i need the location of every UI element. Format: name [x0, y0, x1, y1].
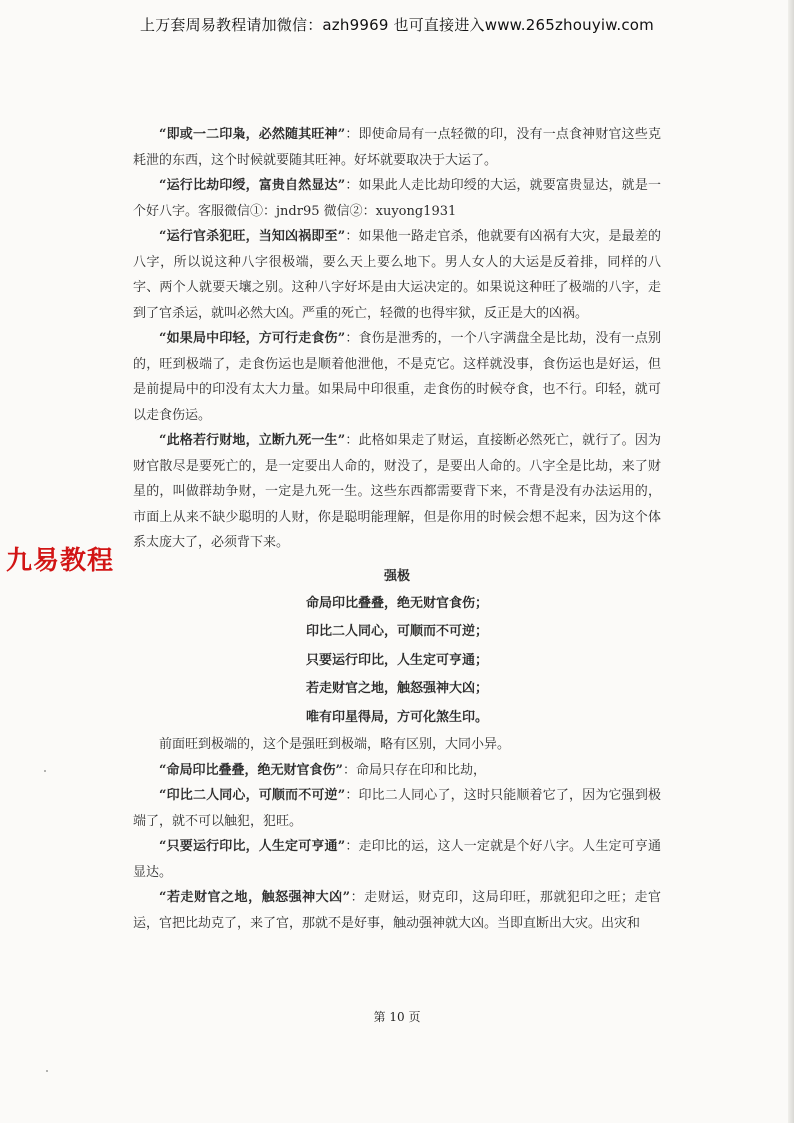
page-content — [133, 122, 661, 936]
header-banner: 上万套周易教程请加微信：azh9969 也可直接进入www.265zhouyiw.com — [140, 16, 654, 34]
paragraph-text: ：走财运，财克印，这局印旺，那就犯印之旺；走官运，官把比劫克了，来了官，那就不是好事，触动强神就大凶。当即直断出大灾。出灾和 — [133, 890, 661, 931]
paragraph-text: ：印比二人同心了，这时只能顺着它了，因为它强到极端了，就不可以触犯，犯旺。 — [133, 788, 661, 829]
quote-text: “运行比劫印绶，富贵自然显达” — [159, 178, 346, 193]
paragraph-text: ：食伤是泄秀的，一个八字满盘全是比劫，没有一点别的，旺到极端了，走食伤运也是顺着他泄他，不是克它。这样就没事，食伤运也是好运，但是前提局中的印没有太大力量。如果局中印很重，走食伤的时候夺食，也不行。印轻，就可以走食伤运。 — [133, 331, 661, 423]
quote-text: “命局印比叠叠，绝无财官食伤” — [159, 762, 343, 778]
poem-line: 命局印比叠叠，绝无财官食伤； — [305, 595, 488, 611]
paragraph — [133, 122, 661, 173]
page-edge-shadow — [788, 0, 794, 1123]
paragraph-text: ：走印比的运，这人一定就是个好八字。人生定可亨通显达。 — [133, 839, 661, 880]
poem-line: 印比二人同心，可顺而不可逆； — [305, 624, 488, 639]
paragraph — [133, 758, 661, 784]
quote-text: “即或一二印枭，必然随其旺神” — [159, 127, 346, 142]
paragraph-text: ：如果他一路走官杀，他就要有凶祸有大灾，是最差的八字，所以说这种八字很极端，要么天上要么地下。男人女人的大运是反着排，同样的八字、两个人就要天壤之别。这种八字好坏是由大运决定的。如果说这种旺了极端的八字，走到了官杀运，就叫必然大凶。严重的死亡，轻微的也得牢狱，反正是大的凶祸。 — [133, 229, 661, 321]
quote-text: “只要运行印比，人生定可亨通” — [159, 839, 346, 854]
quote-text: “若走财官之地，触怒强神大凶” — [159, 890, 351, 905]
quote-text: “如果局中印轻，方可行走食伤” — [159, 331, 346, 346]
paragraph — [133, 428, 661, 556]
poem-title: 强极 — [383, 568, 410, 584]
quote-text: “此格若行财地，立断九死一生” — [159, 433, 346, 448]
paragraph — [133, 732, 661, 758]
watermark-logo: 九易教程 — [6, 546, 115, 576]
paragraph-text: ：此格如果走了财运，直接断必然死亡，就行了。因为财官散尽是要死亡的，是一定要出人命的，财没了，是要出人命的。八字全是比劫，来了财星的，叫做群劫争财，一定是九死一生。这些东西都需要背下来，不背是没有办法运用的，市面上从来不缺少聪明的人财，你是聪明能理解，但是你用的时候会想不起来，因为这个体系太庞大了，必须背下来。 — [133, 433, 661, 550]
paragraph-text: ：命局只存在印和比劫， — [342, 762, 486, 778]
paragraph-text: ：即使命局有一点轻微的印，没有一点食神财官这些克耗泄的东西，这个时候就要随其旺神。好坏就要取决于大运了。 — [133, 127, 661, 168]
paragraph-text: ：如果此人走比劫印绶的大运，就要富贵显达，就是一个好八字。客服微信①：jndr95 微信②：xuyong1931 — [133, 178, 661, 219]
poem-line: 唯有印星得局，方可化煞生印。 — [305, 709, 488, 725]
quote-text: “运行官杀犯旺，当知凶祸即至” — [159, 229, 346, 244]
page-number: 第 10 页 — [373, 1010, 421, 1024]
poem-line: 只要运行印比，人生定可亨通； — [305, 652, 488, 668]
scan-speck — [46, 1070, 48, 1072]
paragraph — [133, 834, 661, 885]
paragraph — [133, 783, 661, 834]
paragraph — [133, 885, 661, 936]
poem-line: 若走财官之地，触怒强神大凶； — [305, 681, 488, 696]
quote-text: “印比二人同心，可顺而不可逆” — [159, 788, 346, 803]
paragraph — [133, 173, 661, 224]
paragraph-text: 前面旺到极端的，这个是强旺到极端，略有区别，大同小异。 — [159, 737, 511, 752]
scan-speck — [44, 770, 46, 772]
paragraph — [133, 326, 661, 428]
paragraph — [133, 224, 661, 326]
